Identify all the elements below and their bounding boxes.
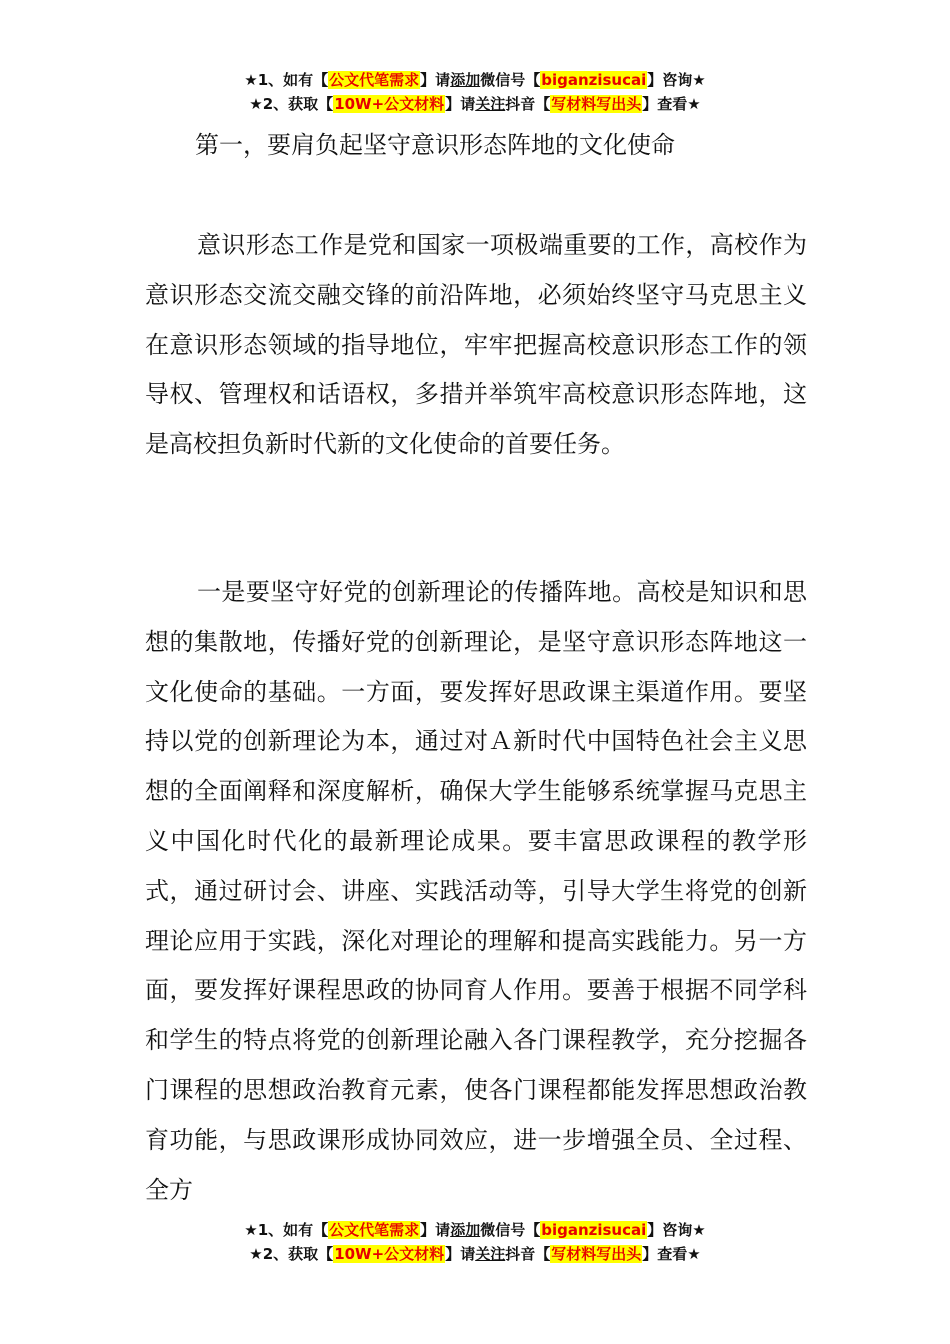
bottom-banner	[0, 1218, 950, 1266]
banner-text: 】查看★	[642, 95, 701, 113]
banner-text: 抖音【	[505, 95, 551, 113]
banner-highlight: biganzisucai	[541, 1221, 647, 1239]
banner-emphasis: 添加	[450, 71, 481, 89]
banner-text: 】请	[420, 1221, 451, 1239]
banner-text: 微信号【	[480, 71, 541, 89]
banner-text: 】请	[445, 95, 476, 113]
banner-highlight: 公文代笔需求	[329, 1221, 420, 1239]
banner-line-1	[0, 1218, 950, 1242]
banner-emphasis: 关注	[475, 1245, 506, 1263]
section-heading: 第一，要肩负起坚守意识形态阵地的文化使命	[195, 131, 675, 159]
banner-text: ★1、如有【	[244, 1221, 329, 1239]
banner-text: ★1、如有【	[244, 71, 329, 89]
banner-highlight: 写材料写出头	[551, 1245, 642, 1263]
banner-text: 】请	[420, 71, 451, 89]
banner-highlight: 公文代笔需求	[329, 71, 420, 89]
body-paragraph-1: 意识形态工作是党和国家一项极端重要的工作，高校作为意识形态交流交融交锋的前沿阵地，必须始终坚守马克思主义在意识形态领域的指导地位，牢牢把握高校意识形态工作的领导权、管理权和话语权，多措并举筑牢高校意识形态阵地，这是高校担负新时代新的文化使命的首要任务。	[145, 231, 807, 459]
banner-text: 】咨询★	[647, 1221, 706, 1239]
banner-line-2	[0, 92, 950, 116]
banner-highlight: 10W+公文材料	[334, 95, 445, 113]
banner-text: 】请	[445, 1245, 476, 1263]
banner-line-2	[0, 1242, 950, 1266]
banner-text: 】查看★	[642, 1245, 701, 1263]
banner-highlight: 写材料写出头	[551, 95, 642, 113]
banner-text: ★2、获取【	[249, 1245, 334, 1263]
banner-highlight: 10W+公文材料	[334, 1245, 445, 1263]
banner-emphasis: 添加	[450, 1221, 481, 1239]
top-banner	[0, 68, 950, 116]
banner-text: 】咨询★	[647, 71, 706, 89]
banner-line-1	[0, 68, 950, 92]
banner-emphasis: 关注	[475, 95, 506, 113]
banner-highlight: biganzisucai	[541, 71, 647, 89]
banner-text: ★2、获取【	[249, 95, 334, 113]
banner-text: 抖音【	[505, 1245, 551, 1263]
body-paragraph-2: 一是要坚守好党的创新理论的传播阵地。高校是知识和思想的集散地，传播好党的创新理论，是坚守意识形态阵地这一文化使命的基础。一方面，要发挥好思政课主渠道作用。要坚持以党的创新理论为本，通过对Ａ新时代中国特色社会主义思想的全面阐释和深度解析，确保大学生能够系统掌握马克思主义中国化时代化的最新理论成果。要丰富思政课程的教学形式，通过研讨会、讲座、实践活动等，引导大学生将党的创新理论应用于实践，深化对理论的理解和提高实践能力。另一方面，要发挥好课程思政的协同育人作用。要善于根据不同学科和学生的特点将党的创新理论融入各门课程教学，充分挖掘各门课程的思想政治教育元素，使各门课程都能发挥思想政治教育功能，与思政课形成协同效应，进一步增强全员、全过程、全方	[145, 578, 807, 1204]
banner-text: 微信号【	[480, 1221, 541, 1239]
